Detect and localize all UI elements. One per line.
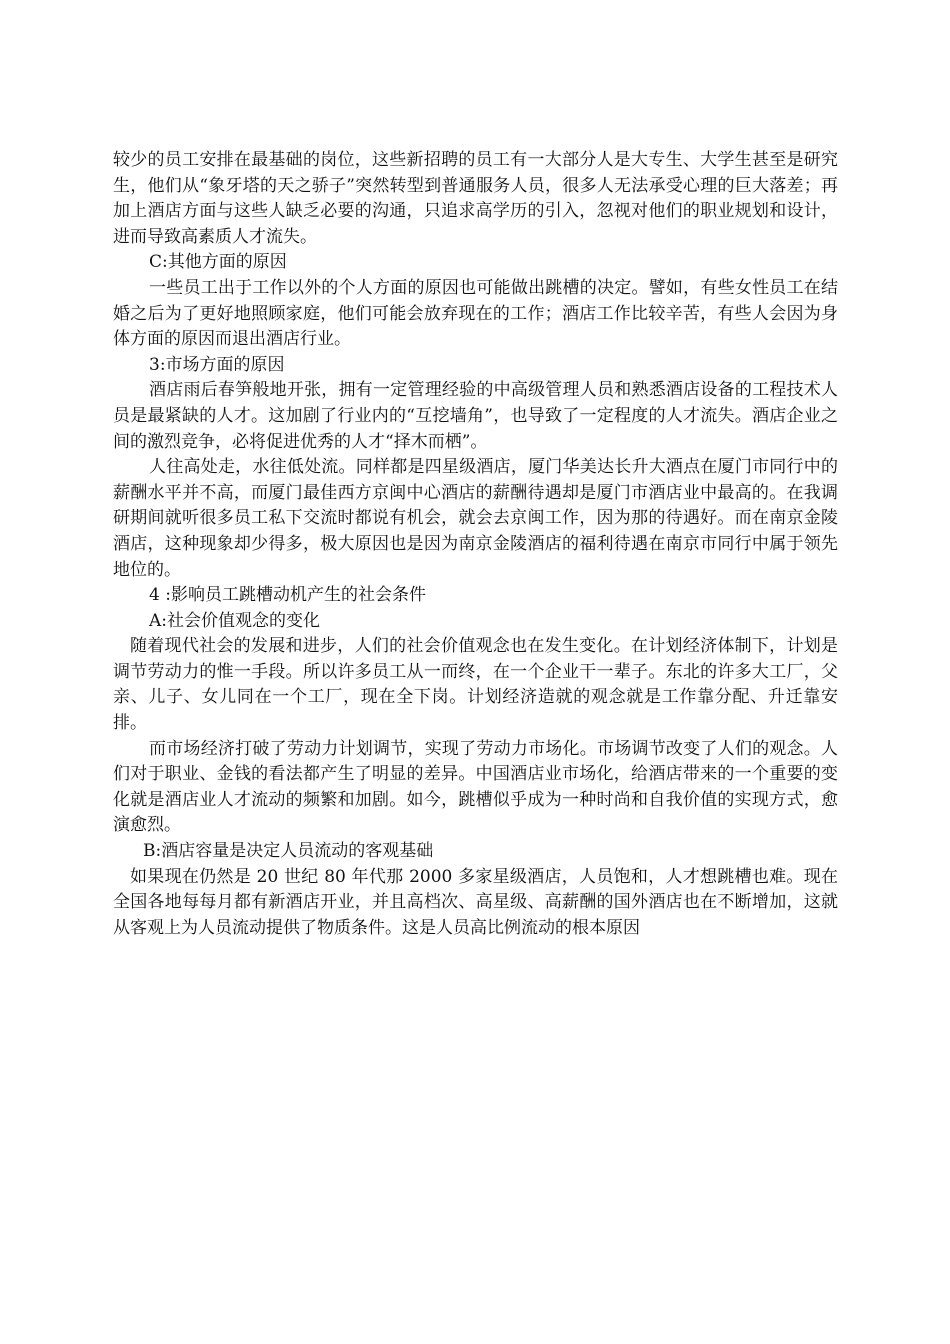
- paragraph-values-change: 随着现代社会的发展和进步，人们的社会价值观念也在发生变化。在计划经济体制下，计划是调节劳动力的惟一手段。所以许多员工从一而终，在一个企业干一辈子。东北的许多大工厂，父亲、儿子、女儿同在一个工厂，现在全下岗。计划经济造就的观念就是工作靠分配、升迁靠安排。: [113, 636, 838, 734]
- document-page: [113, 148, 838, 941]
- heading-other-reasons: C:其他方面的原因: [149, 252, 287, 273]
- paragraph-salary-comparison: 人往高处走，水往低处流。同样都是四星级酒店，厦门华美达长升大酒点在厦门市同行中的薪酬水平并不高，而厦门最佳西方京闽中心酒店的薪酬待遇却是厦门市酒店业中最高的。在我调研期间就听很多员工私下交流时都说有机会，就会去京闽工作，因为那的待遇好。而在南京金陵酒店，这种现象却少得多，极大原因也是因为南京金陵酒店的福利待遇在南京市同行中属于领先地位的。: [113, 457, 838, 580]
- heading-hotel-capacity: B:酒店容量是决定人员流动的客观基础: [143, 841, 434, 862]
- heading-social-values: A:社会价值观念的变化: [149, 610, 321, 631]
- heading-social-conditions: 4 :影响员工跳槽动机产生的社会条件: [149, 585, 426, 606]
- paragraph-market-competition: 酒店雨后春笋般地开张，拥有一定管理经验的中高级管理人员和熟悉酒店设备的工程技术人员是最紧缺的人才。这加剧了行业内的“互挖墙角”，也导致了一定程度的人才流失。酒店企业之间的激烈竞争，必将促进优秀的人才“择木而栖”。: [113, 380, 838, 452]
- paragraph-market-economy: 而市场经济打破了劳动力计划调节，实现了劳动力市场化。市场调节改变了人们的观念。人们对于职业、金钱的看法都产生了明显的差异。中国酒店业市场化，给酒店带来的一个重要的变化就是酒店业人才流动的频繁和加剧。如今，跳槽似乎成为一种时尚和自我价值的实现方式，愈演愈烈。: [113, 738, 838, 836]
- paragraph-hotel-capacity: 如果现在仍然是 20 世纪 80 年代那 2000 多家星级酒店，人员饱和，人才想跳槽也难。现在全国各地每每月都有新酒店开业，并且高档次、高星级、高薪酬的国外酒店也在不断增加，这就从客观上为人员流动提供了物质条件。这是人员高比例流动的根本原因: [113, 866, 838, 938]
- paragraph-continued: 较少的员工安排在最基础的岗位，这些新招聘的员工有一大部分人是大专生、大学生甚至是研究生，他们从“象牙塔的天之骄子”突然转型到普通服务人员，很多人无法承受心理的巨大落差；再加上酒店方面与这些人缺乏必要的沟通，只追求高学历的引入，忽视对他们的职业规划和设计，进而导致高素质人才流失。: [113, 150, 838, 247]
- heading-market-reasons: 3:市场方面的原因: [149, 354, 285, 375]
- paragraph-personal-reasons: 一些员工出于工作以外的个人方面的原因也可能做出跳槽的决定。譬如，有些女性员工在结婚之后为了更好地照顾家庭，他们可能会放弃现在的工作；酒店工作比较辛苦，有些人会因为身体方面的原因而退出酒店行业。: [113, 277, 838, 350]
